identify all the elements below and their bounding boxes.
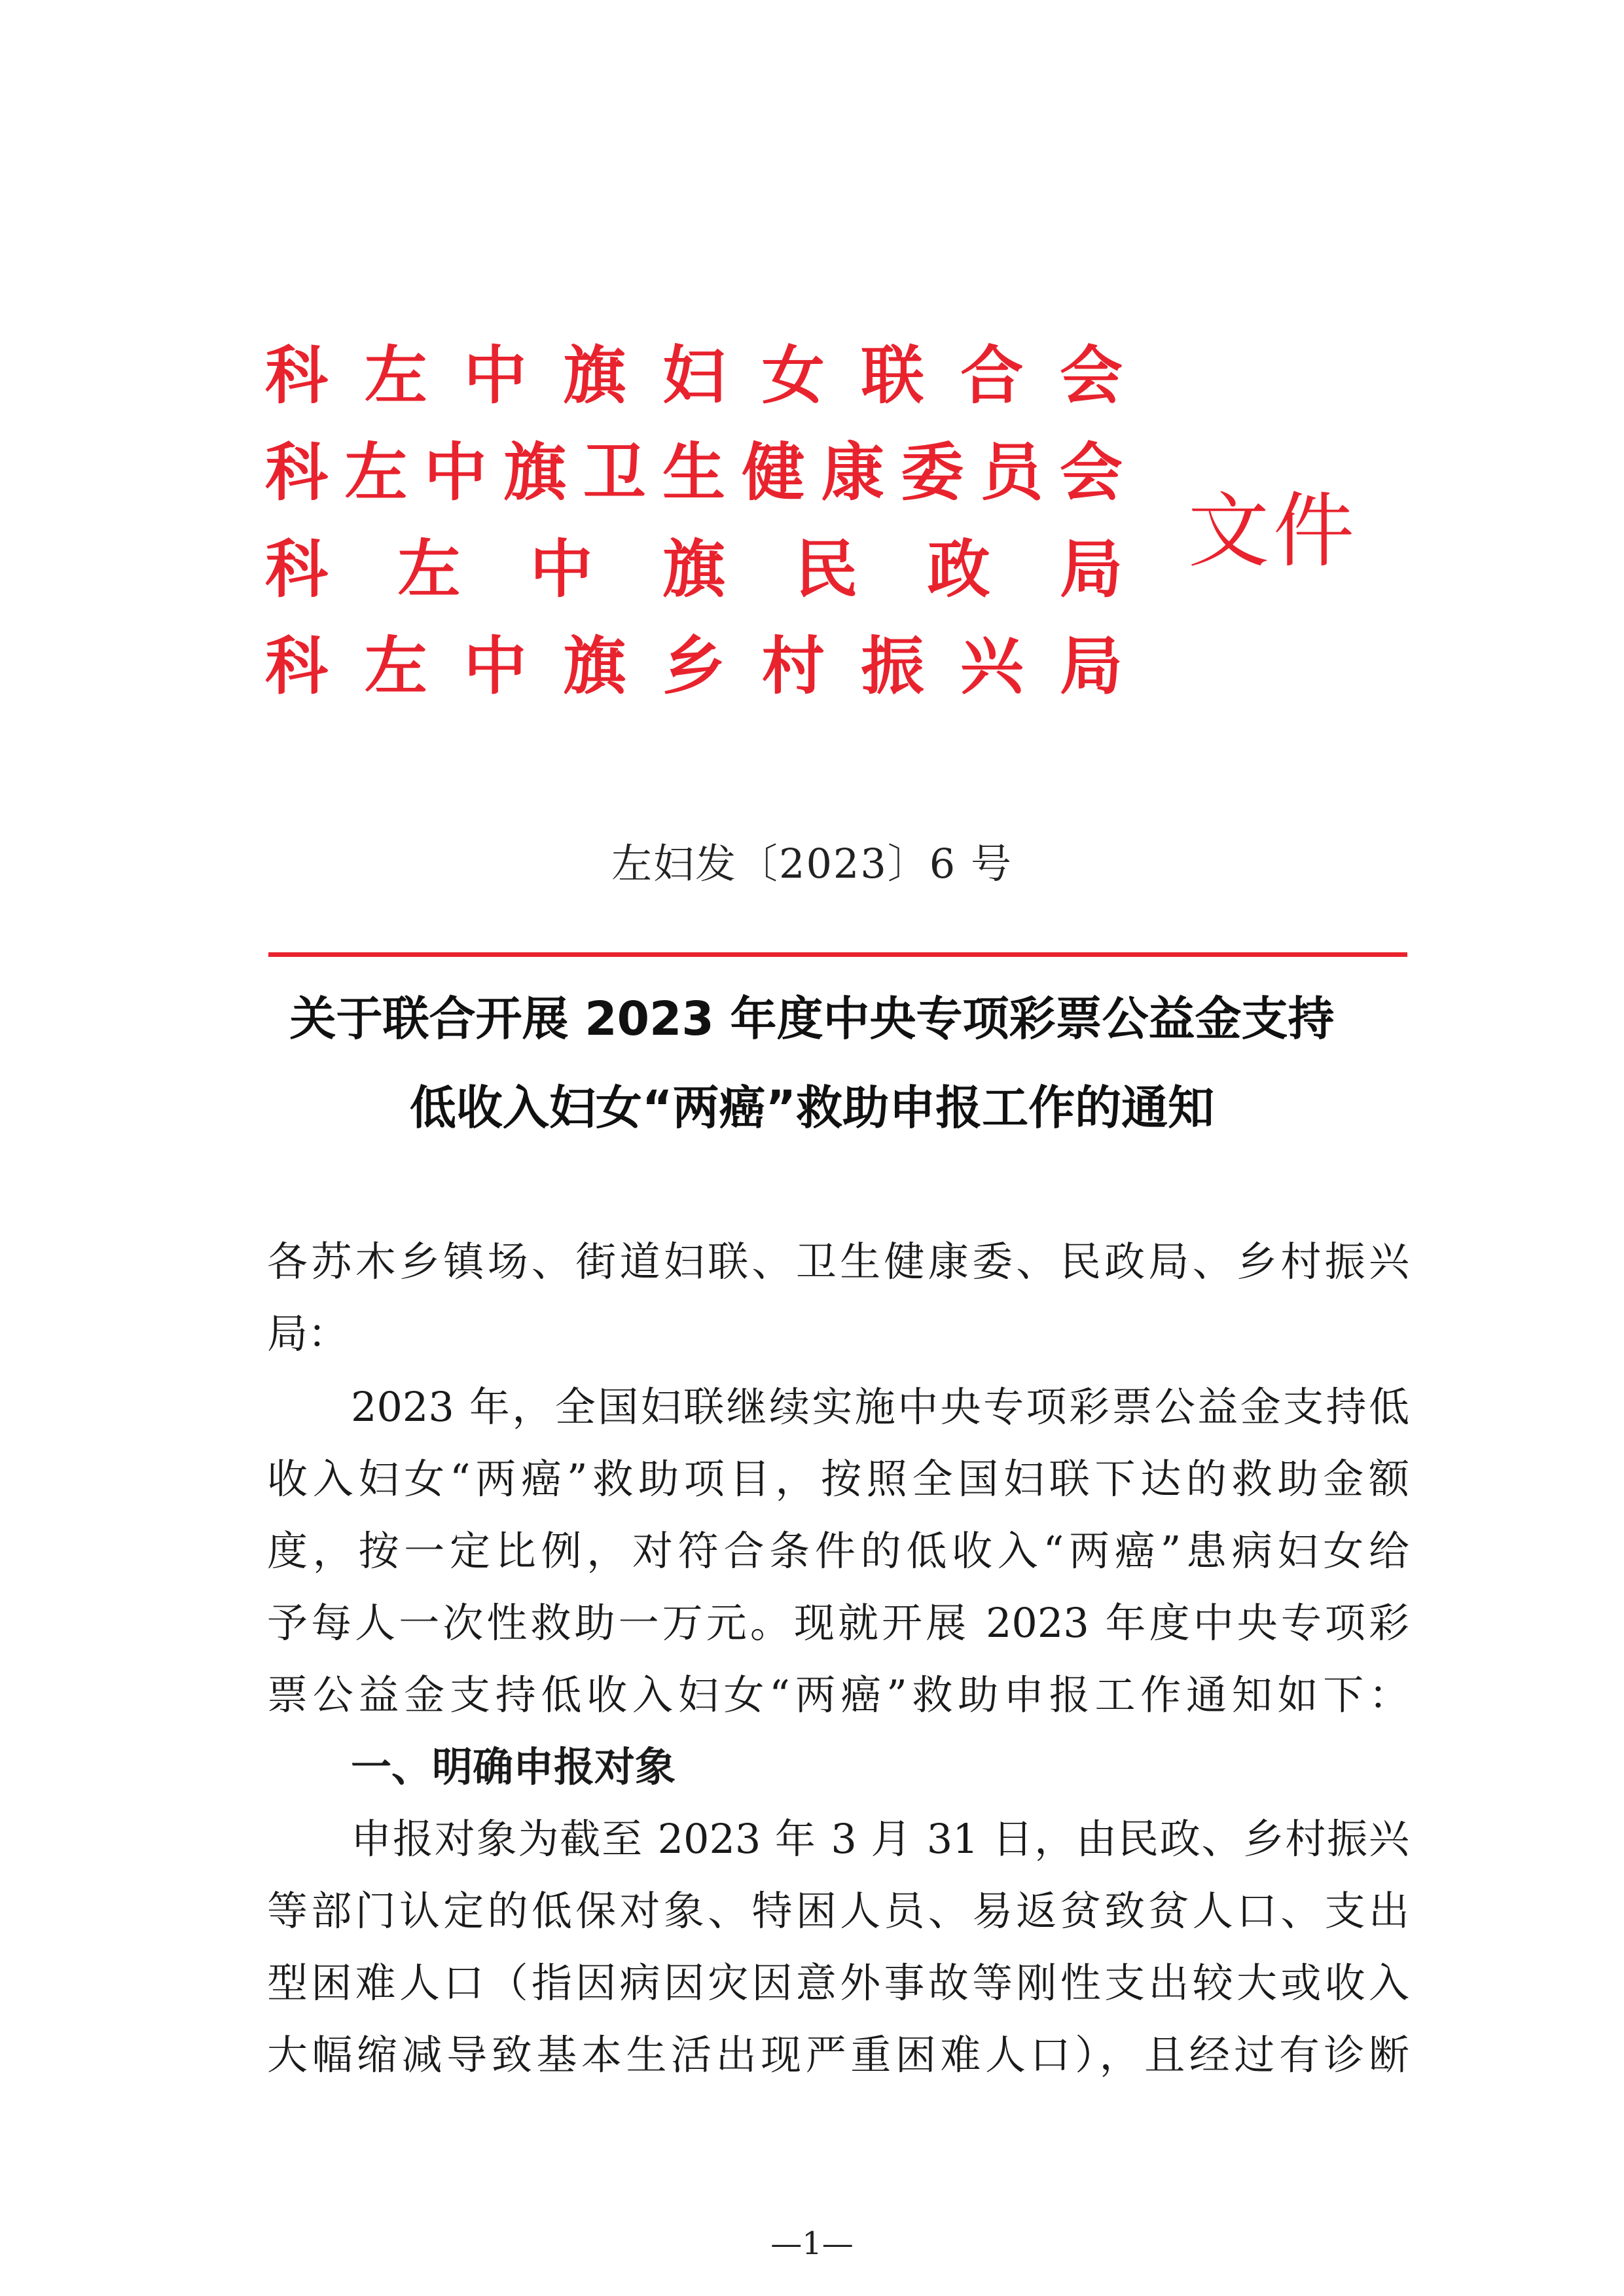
para1-line-2: 收入妇女“两癌”救助项目，按照全国妇联下达的救助金额 <box>267 1455 1409 1503</box>
title-line-1: 关于联合开展 2023 年度中央专项彩票公益金支持 <box>289 992 1335 1046</box>
issuer-char: 局 <box>1060 630 1123 703</box>
issuer-char: 局 <box>1059 533 1123 606</box>
issuer-char: 振 <box>861 630 924 703</box>
issuer-char: 会 <box>1060 339 1123 412</box>
issuer-1 <box>265 327 1123 424</box>
issuer-char: 中 <box>424 436 487 509</box>
issuer-char: 中 <box>530 533 593 606</box>
issuer-char: 委 <box>901 436 964 509</box>
issuer-char: 康 <box>821 436 884 509</box>
issuer-char: 科 <box>265 630 328 703</box>
issuer-char: 健 <box>742 436 805 509</box>
addressee-line-2: 局： <box>267 1310 349 1357</box>
issuer-2 <box>265 424 1123 521</box>
para1-line-4: 予每人一次性救助一万元。现就开展 2023 年度中央专项彩 <box>267 1599 1409 1647</box>
issuer-char: 乡 <box>662 630 725 703</box>
issuer-char: 科 <box>265 533 328 606</box>
issuer-char: 联 <box>861 339 924 412</box>
issuer-char: 左 <box>364 630 427 703</box>
issuer-char: 左 <box>397 533 461 606</box>
issuer-char: 卫 <box>583 436 646 509</box>
issuer-char: 生 <box>662 436 725 509</box>
para1-line-1: 2023 年，全国妇联继续实施中央专项彩票公益金支持低 <box>351 1383 1409 1431</box>
issuer-char: 中 <box>463 339 527 412</box>
issuer-char: 旗 <box>662 533 725 606</box>
para1-line-5: 票公益金支持低收入妇女“两癌”救助申报工作通知如下： <box>267 1671 1409 1719</box>
section-1-heading: 一、明确申报对象 <box>351 1743 676 1791</box>
issuer-char: 民 <box>795 533 858 606</box>
issuer-char: 中 <box>463 630 527 703</box>
issuer-char: 兴 <box>960 630 1024 703</box>
para2-line-3: 型困难人口（指因病因灾因意外事故等刚性支出较大或收入 <box>267 1959 1409 2007</box>
para1-line-3: 度，按一定比例，对符合条件的低收入“两癌”患病妇女给 <box>267 1527 1409 1575</box>
para2-line-4: 大幅缩减导致基本生活出现严重困难人口），且经过有诊断 <box>267 2031 1409 2079</box>
issuer-char: 员 <box>980 436 1043 509</box>
issuer-char: 左 <box>344 436 408 509</box>
issuer-char: 会 <box>1059 436 1123 509</box>
page-number: —1— <box>770 2225 854 2262</box>
issuer-char: 左 <box>364 339 427 412</box>
issuer-char: 女 <box>761 339 825 412</box>
para2-line-2: 等部门认定的低保对象、特困人员、易返贫致贫人口、支出 <box>267 1887 1409 1935</box>
issuer-char: 妇 <box>662 339 725 412</box>
title-line-2: 低收入妇女“两癌”救助申报工作的通知 <box>409 1081 1215 1135</box>
issuer-char: 科 <box>265 339 328 412</box>
issuer-char: 旗 <box>563 630 626 703</box>
issuer-char: 合 <box>960 339 1024 412</box>
document-number: 左妇发〔2023〕6 号 <box>611 840 1013 888</box>
issuer-char: 旗 <box>563 339 626 412</box>
issuer-3 <box>265 521 1123 618</box>
issuer-char: 科 <box>265 436 328 509</box>
para2-line-1: 申报对象为截至 2023 年 3 月 31 日，由民政、乡村振兴 <box>351 1815 1409 1863</box>
issuer-char: 旗 <box>503 436 567 509</box>
red-separator-line <box>268 952 1407 957</box>
document-word: 文件 <box>1188 484 1359 579</box>
addressee-line-1: 各苏木乡镇场、街道妇联、卫生健康委、民政局、乡村振兴 <box>267 1238 1409 1285</box>
issuer-char: 村 <box>761 630 825 703</box>
issuer-char: 政 <box>927 533 990 606</box>
issuer-list <box>265 327 1123 715</box>
issuer-4 <box>265 618 1123 715</box>
